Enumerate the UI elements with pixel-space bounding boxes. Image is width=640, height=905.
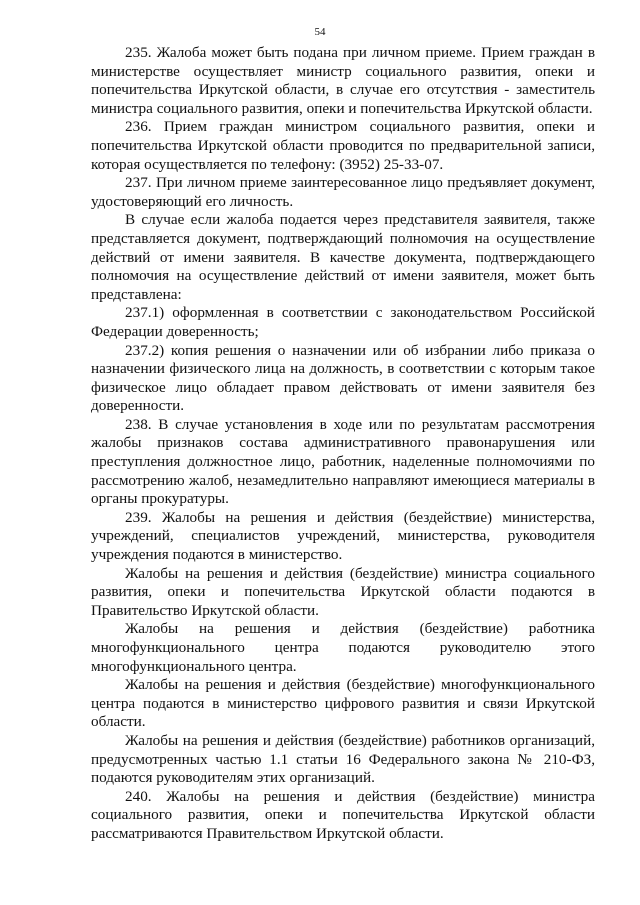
paragraph-240: 240. Жалобы на решения и действия (бездействие) министра социального развития, опеки и попечительства Иркутской области рассматриваются Правительством Иркутской области. xyxy=(91,787,595,842)
paragraph-237-1: 237.1) оформленная в соответствии с законодательством Российской Федерации доверенность; xyxy=(91,304,595,340)
paragraph-representative: В случае если жалоба подается через представителя заявителя, также представляется документ, подтверждающий полномочия на осуществление действий от имени заявителя. В качестве документа, подтверждающего полномочия на осуществление действий от имени заявителя, может быть представлена: xyxy=(91,211,595,303)
paragraph-238: 238. В случае установления в ходе или по результатам рассмотрения жалобы признаков состава административного правонарушения или преступления должностное лицо, работник, наделенные полномочиями по рассмотрению жалоб, незамедлительно направляют имеющиеся материалы в органы прокуратуры. xyxy=(91,415,595,508)
paragraph-237-2: 237.2) копия решения о назначении или об избрании либо приказа о назначении физического лица на должность, в соответствии с которым такое физическое лицо обладает правом действовать от имени заявителя без доверенности. xyxy=(91,341,595,415)
paragraph-organization-complaints: Жалобы на решения и действия (бездействие) работников организаций, предусмотренных частью 1.1 статьи 16 Федерального закона № 210-ФЗ, подаются руководителям этих организаций. xyxy=(91,731,595,787)
paragraph-235: 235. Жалоба может быть подана при личном приеме. Прием граждан в министерстве осуществляет министр социального развития, опеки и попечительства Иркутской области, в случае его отсутствия - заместитель министра социального развития, опеки и попечительства Иркутской области. xyxy=(91,44,595,117)
page-number: 54 xyxy=(314,26,326,38)
paragraph-minister-complaints: Жалобы на решения и действия (бездействие) министра социального развития, опеки и попечительства Иркутской области подаются в Правительство Иркутской области. xyxy=(91,564,595,619)
document-body xyxy=(91,44,595,844)
paragraph-mfc-complaints: Жалобы на решения и действия (бездействие) многофункционального центра подаются в министерство цифрового развития и связи Иркутской области. xyxy=(91,676,595,731)
paragraph-mfc-worker-complaints: Жалобы на решения и действия (бездействие) работника многофункционального центра подаются руководителю этого многофункционального центра. xyxy=(91,620,595,675)
paragraph-237: 237. При личном приеме заинтересованное лицо предъявляет документ, удостоверяющий его личность. xyxy=(91,174,595,210)
paragraph-236: 236. Прием граждан министром социального развития, опеки и попечительства Иркутской области проводится по предварительной записи, которая осуществляется по телефону: (3952) 25-33-07. xyxy=(91,118,595,173)
paragraph-239: 239. Жалобы на решения и действия (бездействие) министерства, учреждений, специалистов учреждений, министерства, руководителя учреждения подаются в министерство. xyxy=(91,508,595,564)
